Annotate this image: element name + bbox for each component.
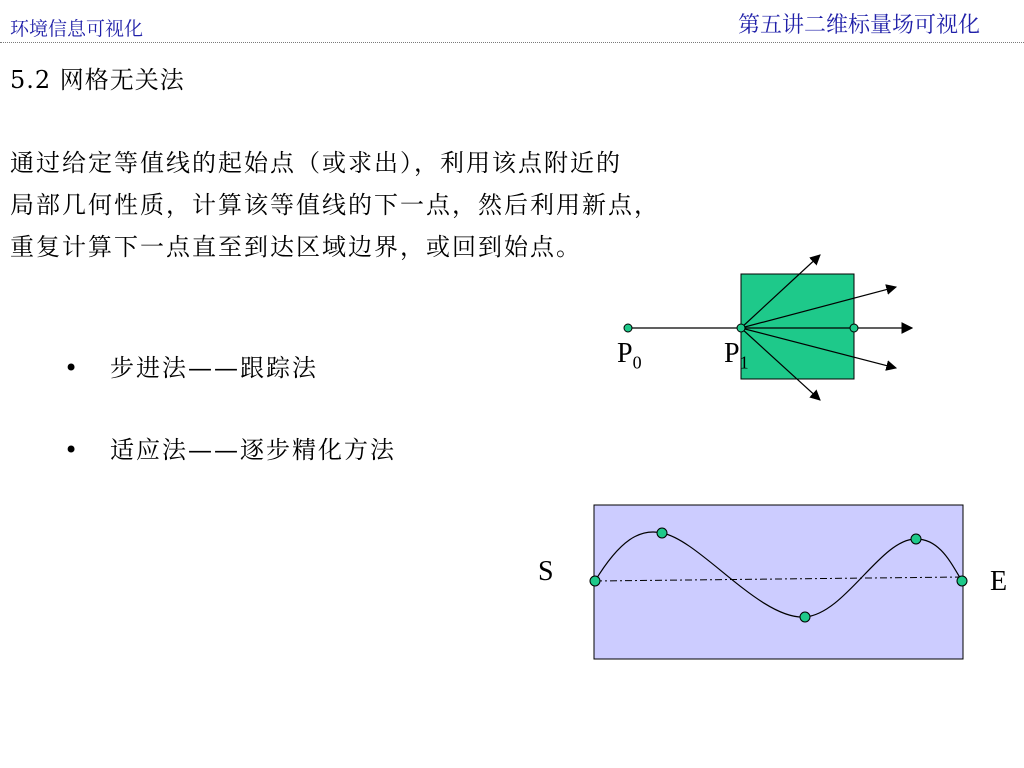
paragraph-line: 局部几何性质，计算该等值线的下一点，然后利用新点， (10, 191, 660, 219)
bullet-dot: • (64, 436, 81, 464)
domain-box (594, 505, 963, 659)
paragraph-line: 重复计算下一点直至到达区域边界，或回到始点。 (10, 233, 582, 261)
label-p1: $P_1$ (724, 338, 749, 373)
curve-point (590, 576, 600, 586)
step-diagram (624, 255, 912, 400)
label-p0: $P_0$ (617, 338, 642, 373)
bullet-dot: • (64, 354, 81, 382)
point-p1 (737, 324, 745, 332)
paragraph-line: 通过给定等值线的起始点（或求出），利用该点附近的 (10, 149, 622, 177)
bullet-text: 步进法——跟踪法 (110, 354, 318, 382)
label-end: E (990, 566, 1008, 597)
curve-point (957, 576, 967, 586)
section-title: 5.2 网格无关法 (10, 66, 185, 94)
label-start: S (538, 556, 554, 587)
point-p0 (624, 324, 632, 332)
curve-point (657, 528, 667, 538)
lecture-title: 第五讲二维标量场可视化 (737, 13, 980, 38)
edge-point (850, 324, 858, 332)
adaptive-diagram (590, 505, 967, 659)
bullet-text: 适应法——逐步精化方法 (110, 436, 396, 464)
grid-cell (741, 274, 854, 379)
course-title: 环境信息可视化 (10, 18, 144, 40)
curve-point (800, 612, 810, 622)
curve-point (911, 534, 921, 544)
